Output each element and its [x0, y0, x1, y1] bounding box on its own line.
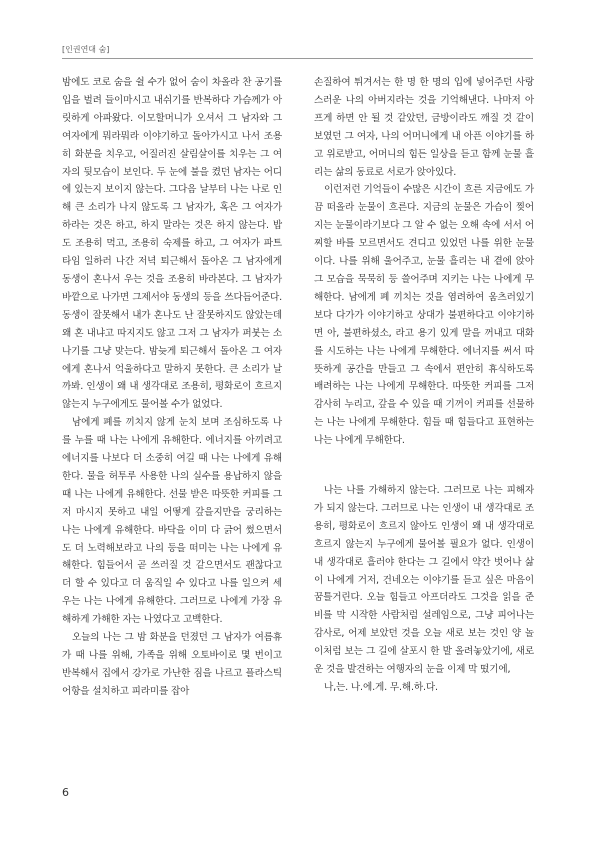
section-break: [314, 450, 534, 482]
paragraph: 손질하여 튀겨서는 한 명 한 명의 입에 넣어주던 사랑스러운 나의 아버지라는 것을 기억해낸다. 나마저 아프게 하면 안 될 것 같았던, 금방이라도 깨질 것 같이 보였던 그 여자, 나의 어머니에게 내 아픈 이야기를 하고 위로받고, 어머니의 힘든 일상을 듣고 함께 눈물 흘리는 삶의 동료로 서로가 앉아있다.: [314, 77, 534, 178]
paragraph: 오늘의 나는 그 밤 화분을 던졌던 그 남자가 여름휴가 때 나를 위해, 가족을 위해 오토바이로 몇 번이고 반복해서 집에서 강가로 가난한 짐을 나르고 플라스틱 어항을 설치하고 피라미를 잡아: [62, 632, 282, 697]
paragraph: 이런저런 기억들이 수많은 시간이 흐른 지금에도 가끔 떠올라 눈물이 흐른다. 지금의 눈물은 가슴이 찢어지는 눈물이라기보다 그 알 수 없는 오해 속에 서서 어찌할 바를 모르면서도 견디고 있었던 나를 위한 눈물이다. 나를 위해 울어주고, 눈물 흘리는 내 곁에 앉아 그 모습을 묵묵히 등 쓸어주며 지키는 나는 나에게 무해한다. 남에게 폐 끼치는 것을 염려하여 움츠러있기보다 다가가 이야기하고 상대가 불편하다고 이야기하면 아, 불편하셨소, 라고 용기 있게 말을 꺼내고 대화를 시도하는 나는 나에게 무해한다. 에너지를 써서 따뜻하게 공간을 만들고 그 속에서 편안히 휴식하도록 배려하는 나는 나에게 무해한다. 따뜻한 커피를 그저 감사히 누리고, 갚을 수 있을 때 기꺼이 커피를 선물하는 나는 나에게 무해한다. 힘들 때 힘들다고 표현하는 나는 나에게 무해한다.: [314, 184, 534, 447]
paragraph: 나는 나를 가해하지 않는다. 그러므로 나는 피해자가 되지 않는다. 그러므로 나는 인생이 내 생각대로 조용히, 평화로이 흐르지 않아도 인생이 왜 내 생각대로 흐르지 않는지 누구에게 물어볼 필요가 없다. 인생이 내 생각대로 흘러야 한다는 그 길에서 약간 벗어나 삶이 나에게 거저, 건네오는 이야기를 듣고 싶은 마음이 꿈틀거린다. 오늘 힘들고 아프더라도 그것을 읽을 준비를 막 시작한 사람처럼 설레임으로, 그냥 피어나는 감사로, 어제 보았던 것을 오늘 새로 보는 것인 양 놀이처럼 보는 그 길에 살포시 한 발 올려놓았기에, 새로운 것을 발견하는 여행자의 눈을 이제 막 떴기에,: [314, 485, 534, 676]
right-column: [314, 74, 534, 697]
header-divider: [62, 58, 533, 59]
closing-line: 나,는. 나.에.게. 무.해.하.다.: [324, 682, 438, 693]
paragraph: 남에게 폐를 끼치지 않게 눈치 보며 조심하도록 나를 누를 때 나는 나에게 유해한다. 에너지를 아끼려고 에너지를 나보다 더 소중히 여길 때 나는 나에게 유해한다. 물을 허투루 사용한 나의 실수를 용납하지 않을 때 나는 나에게 유해한다. 선물 받은 따뜻한 커피를 그저 마시지 못하고 내일 어떻게 갚을지만을 궁리하는 나는 나에게 유해한다. 바닥을 이미 다 긁어 썼으면서도 더 노력해보라고 나의 등을 떠미는 나는 나에게 유해한다. 힘들어서 곧 쓰러질 것 같으면서도 괜찮다고 더 할 수 있다고 더 움직일 수 있다고 나를 일으켜 세우는 나는 나에게 유해한다. 그러므로 나에게 가장 유해하게 가해한 자는 나였다고 고백한다.: [62, 417, 282, 626]
running-header: [인권연대 숨]: [62, 45, 110, 54]
left-column: [62, 74, 282, 701]
page-number: 6: [62, 786, 69, 799]
paragraph: 밤에도 코로 숨을 쉴 수가 없어 숨이 차올라 찬 공기를 입을 벌려 들이마시고 내쉬기를 반복하다 가슴께가 아릿하게 아파왔다. 이모할머니가 오셔서 그 남자와 그 여자에게 뭐라뭐라 이야기하고 돌아가시고 나서 조용히 화분을 치우고, 어질러진 살림살이를 치우는 그 여자의 뒷모습이 보인다. 두 눈에 불을 켰던 남자는 어디에 있는지 보이지 않는다. 그다음 날부터 나는 나로 인해 큰 소리가 나지 않도록 그 남자가, 혹은 그 여자가 하라는 것은 하고, 하지 말라는 것은 하지 않는다. 밥도 조용히 먹고, 조용히 숙제를 하고, 그 여자가 파트타임 일하러 나간 저녁 퇴근해서 돌아온 그 남자에게 동생이 혼나서 우는 것을 조용히 바라본다. 그 남자가 바깥으로 나가면 그제서야 동생의 등을 쓰다듬어준다. 동생이 잘못해서 내가 혼나도 난 잘못하지도 않았는데 왜 혼 내냐고 따지지도 않고 그저 그 남자가 퍼붓는 소나기를 그냥 맞는다. 밤늦게 퇴근해서 돌아온 그 여자에게 혼나서 억울하다고 말하지 못한다. 큰 소리가 날까봐. 인생이 왜 내 생각대로 조용히, 평화로이 흐르지 않는지 누구에게도 물어볼 수가 없었다.: [62, 77, 282, 411]
